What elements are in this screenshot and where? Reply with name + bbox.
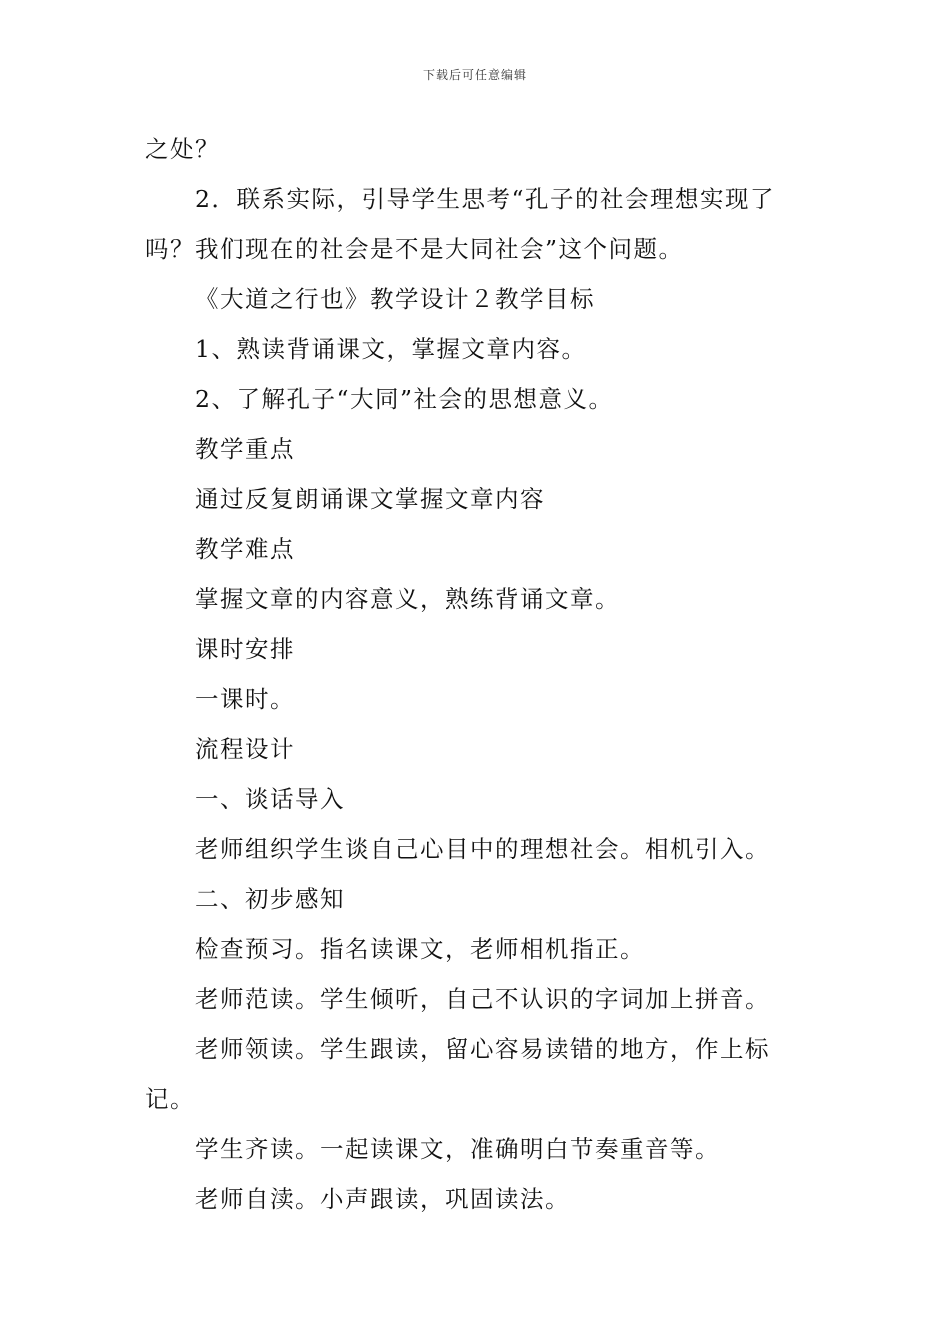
- paragraph-8: 教学难点: [195, 535, 295, 563]
- paragraph-1: 之处？: [145, 135, 220, 163]
- paragraph-6: 教学重点: [195, 435, 295, 463]
- paragraph-12: 流程设计: [195, 735, 295, 763]
- paragraph-3: 《大道之行也》教学设计２教学目标: [195, 285, 595, 313]
- paragraph-2: 2．联系实际，引导学生思考“孔子的社会理想实现了吗？我们现在的社会是不是大同社会”这个问题。: [145, 185, 775, 263]
- paragraph-17: 老师范读。学生倾听，自己不认识的字词加上拼音。: [195, 985, 770, 1013]
- paragraph-4: 1、熟读背诵课文，掌握文章内容。: [195, 335, 587, 363]
- paragraph-7: 通过反复朗诵课文掌握文章内容: [195, 485, 545, 513]
- paragraph-11: 一课时。: [195, 685, 295, 713]
- paragraph-16: 检查预习。指名读课文，老师相机指正。: [195, 935, 645, 963]
- paragraph-20: 老师自渎。小声跟读，巩固读法。: [195, 1185, 570, 1213]
- document-body: [145, 124, 810, 1224]
- paragraph-10: 课时安排: [195, 635, 295, 663]
- paragraph-18: 老师领读。学生跟读，留心容易读错的地方，作上标记。: [145, 1035, 770, 1113]
- paragraph-9: 掌握文章的内容意义，熟练背诵文章。: [195, 585, 620, 613]
- page-header-note: 下载后可任意编辑: [422, 68, 527, 82]
- paragraph-15: 二、初步感知: [195, 885, 345, 913]
- paragraph-19: 学生齐读。一起读课文，准确明白节奏重音等。: [195, 1135, 720, 1163]
- paragraph-14: 老师组织学生谈自己心目中的理想社会。相机引入。: [195, 835, 770, 863]
- paragraph-13: 一、谈话导入: [195, 785, 345, 813]
- paragraph-5: 2、了解孔子“大同”社会的思想意义。: [195, 385, 614, 413]
